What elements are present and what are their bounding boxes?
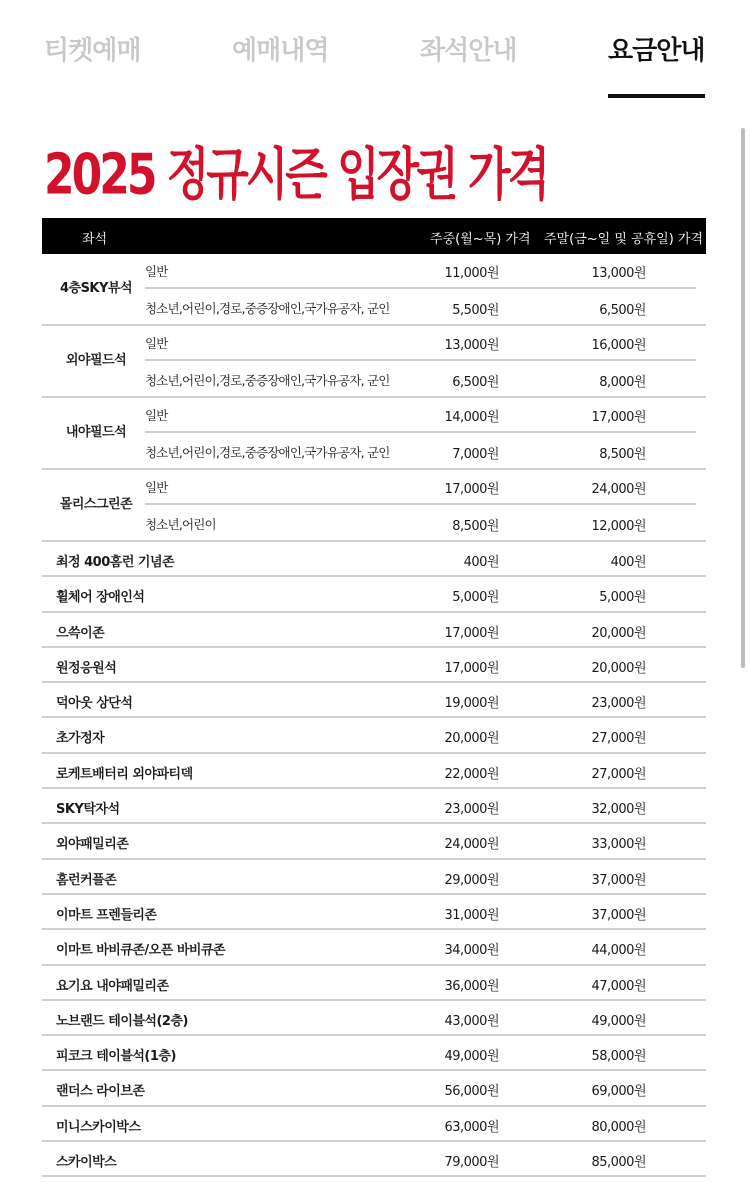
table-row — [42, 613, 706, 648]
table-row — [42, 1071, 706, 1106]
weekday-price: 79,000원 — [444, 1155, 499, 1171]
seat-name: 덕아웃 상단석 — [56, 696, 133, 712]
weekend-price: 23,000원 — [591, 696, 646, 712]
table-row — [42, 754, 706, 789]
table-row — [42, 1036, 706, 1071]
weekend-price: 20,000원 — [591, 660, 646, 676]
scrollbar[interactable] — [741, 128, 745, 668]
seat-sub-label: 청소년,어린이 — [145, 517, 216, 532]
weekend-price: 32,000원 — [591, 802, 646, 818]
weekend-price: 8,000원 — [599, 375, 646, 390]
page-title: 2025 정규시즌 입장권 가격 — [44, 142, 547, 208]
table-row — [42, 824, 706, 859]
weekend-price: 44,000원 — [591, 943, 646, 959]
seat-name: SKY탁자석 — [56, 802, 120, 818]
seat-group-name-line1: 4층 — [59, 281, 81, 296]
table-row — [42, 648, 706, 683]
seat-sub-label: 일반 — [145, 336, 168, 351]
seat-name: 으쓱이존 — [56, 625, 105, 641]
seat-group-name-line2: 그린존 — [96, 497, 133, 512]
seat-name: 휠체어 장애인석 — [56, 590, 145, 606]
weekday-price: 49,000원 — [444, 1049, 499, 1065]
weekend-price: 8,500원 — [599, 447, 646, 462]
weekend-price: 69,000원 — [591, 1084, 646, 1100]
table-row — [42, 718, 706, 753]
seat-sub-row — [42, 361, 706, 396]
seat-sub-label: 청소년,어린이,경로,중증장애인,국가유공자, 군인 — [145, 373, 390, 388]
seat-sub-row — [145, 254, 696, 289]
weekend-price: 5,000원 — [599, 590, 646, 606]
weekday-price: 19,000원 — [444, 696, 499, 712]
weekend-price: 49,000원 — [591, 1013, 646, 1029]
tab-price-guide[interactable]: 요금안내 — [608, 36, 705, 66]
weekend-price: 13,000원 — [591, 266, 646, 281]
tab-seat-guide[interactable]: 좌석안내 — [420, 36, 517, 66]
weekday-price: 14,000원 — [444, 410, 499, 425]
seat-group — [42, 254, 706, 326]
seat-group — [42, 398, 706, 470]
weekday-price: 5,500원 — [452, 303, 499, 318]
weekday-price: 400원 — [463, 555, 499, 570]
seat-sub-row — [42, 289, 706, 324]
header-weekend: 주말(금~일 및 공휴일) 가격 — [544, 232, 704, 247]
weekday-price: 20,000원 — [444, 731, 499, 747]
table-row — [42, 789, 706, 824]
weekday-price: 24,000원 — [444, 837, 499, 853]
seat-sub-label: 일반 — [145, 480, 168, 495]
weekday-price: 5,000원 — [452, 590, 499, 606]
tab-ticket-booking[interactable]: 티켓예매 — [44, 36, 141, 66]
seat-sub-label: 일반 — [145, 264, 168, 279]
weekday-price: 56,000원 — [444, 1084, 499, 1100]
weekend-price: 58,000원 — [591, 1049, 646, 1065]
tab-booking-history[interactable]: 예매내역 — [232, 36, 329, 66]
weekday-price: 8,500원 — [452, 519, 499, 534]
header-seat: 좌석 — [82, 232, 108, 247]
weekend-price: 27,000원 — [591, 766, 646, 782]
seat-sub-row — [145, 398, 696, 433]
weekday-price: 43,000원 — [444, 1013, 499, 1029]
seat-name: 홈런커플존 — [56, 872, 117, 888]
table-row — [42, 930, 706, 965]
seat-sub-row — [145, 470, 696, 505]
seat-name: 노브랜드 테이블석(2층) — [56, 1013, 188, 1029]
seat-name: 외야패밀리존 — [56, 837, 129, 853]
seat-name: 요기요 내야패밀리존 — [56, 978, 169, 994]
seat-sub-label: 청소년,어린이,경로,중증장애인,국가유공자, 군인 — [145, 301, 390, 316]
seat-group-name-line2: 필드석 — [89, 425, 127, 440]
table-row — [42, 1107, 706, 1142]
seat-name: 스카이박스 — [56, 1155, 117, 1171]
seat-sub-label: 일반 — [145, 408, 168, 423]
weekday-price: 36,000원 — [444, 978, 499, 994]
seat-group — [42, 470, 706, 542]
weekend-price: 85,000원 — [591, 1155, 646, 1171]
seat-group-name-line1: 내야 — [65, 425, 90, 440]
header-weekday: 주중(월~목) 가격 — [430, 232, 531, 247]
seat-name: 피코크 테이블석(1층) — [56, 1049, 176, 1065]
table-header — [42, 218, 706, 254]
table-row — [42, 1001, 706, 1036]
weekday-price: 7,000원 — [452, 447, 499, 462]
weekend-price: 6,500원 — [599, 303, 646, 318]
tab-bar — [0, 0, 750, 100]
seat-group-name-line1: 몰리스 — [59, 497, 96, 512]
weekend-price: 47,000원 — [591, 978, 646, 994]
weekday-price: 34,000원 — [444, 943, 499, 959]
weekday-price: 22,000원 — [444, 766, 499, 782]
table-row — [42, 895, 706, 930]
seat-name: 초가정자 — [56, 731, 105, 747]
seat-sub-label: 청소년,어린이,경로,중증장애인,국가유공자, 군인 — [145, 445, 390, 460]
seat-name: 이마트 프렌들리존 — [56, 907, 157, 923]
weekend-price: 37,000원 — [591, 872, 646, 888]
weekend-price: 80,000원 — [591, 1119, 646, 1135]
weekday-price: 11,000원 — [444, 266, 499, 281]
price-table — [42, 218, 706, 1177]
seat-group-name-line2: SKY뷰석 — [80, 281, 133, 296]
weekend-price: 20,000원 — [591, 625, 646, 641]
weekend-price: 12,000원 — [591, 519, 646, 534]
weekend-price: 16,000원 — [591, 338, 646, 353]
seat-name: 최정 400홈런 기념존 — [56, 555, 175, 570]
weekday-price: 23,000원 — [444, 802, 499, 818]
table-row — [42, 860, 706, 895]
table-row — [42, 1142, 706, 1177]
weekend-price: 17,000원 — [591, 410, 646, 425]
weekday-price: 17,000원 — [444, 482, 499, 497]
table-row — [42, 683, 706, 718]
seat-name: 이마트 바비큐존/오픈 바비큐존 — [56, 943, 226, 959]
table-row — [42, 966, 706, 1001]
seat-name: 로케트배터리 외야파티덱 — [56, 766, 193, 782]
seat-sub-row — [42, 433, 706, 468]
weekend-price: 27,000원 — [591, 731, 646, 747]
weekday-price: 13,000원 — [444, 338, 499, 353]
weekday-price: 17,000원 — [444, 625, 499, 641]
seat-group — [42, 326, 706, 398]
active-tab-indicator — [608, 94, 705, 98]
weekday-price: 63,000원 — [444, 1119, 499, 1135]
seat-name: 미니스카이박스 — [56, 1119, 141, 1135]
weekday-price: 31,000원 — [444, 907, 499, 923]
seat-name: 랜더스 라이브존 — [56, 1084, 145, 1100]
seat-group-name-line2: 필드석 — [89, 353, 127, 368]
weekend-price: 33,000원 — [591, 837, 646, 853]
seat-name: 원정응원석 — [56, 660, 117, 676]
table-row — [42, 577, 706, 612]
seat-sub-row — [42, 505, 706, 540]
table-row — [42, 542, 706, 577]
seat-sub-row — [145, 326, 696, 361]
weekend-price: 37,000원 — [591, 907, 646, 923]
weekend-price: 24,000원 — [591, 482, 646, 497]
weekday-price: 29,000원 — [444, 872, 499, 888]
weekend-price: 400원 — [610, 555, 646, 570]
weekday-price: 17,000원 — [444, 660, 499, 676]
weekday-price: 6,500원 — [452, 375, 499, 390]
seat-group-name-line1: 외야 — [65, 353, 90, 368]
